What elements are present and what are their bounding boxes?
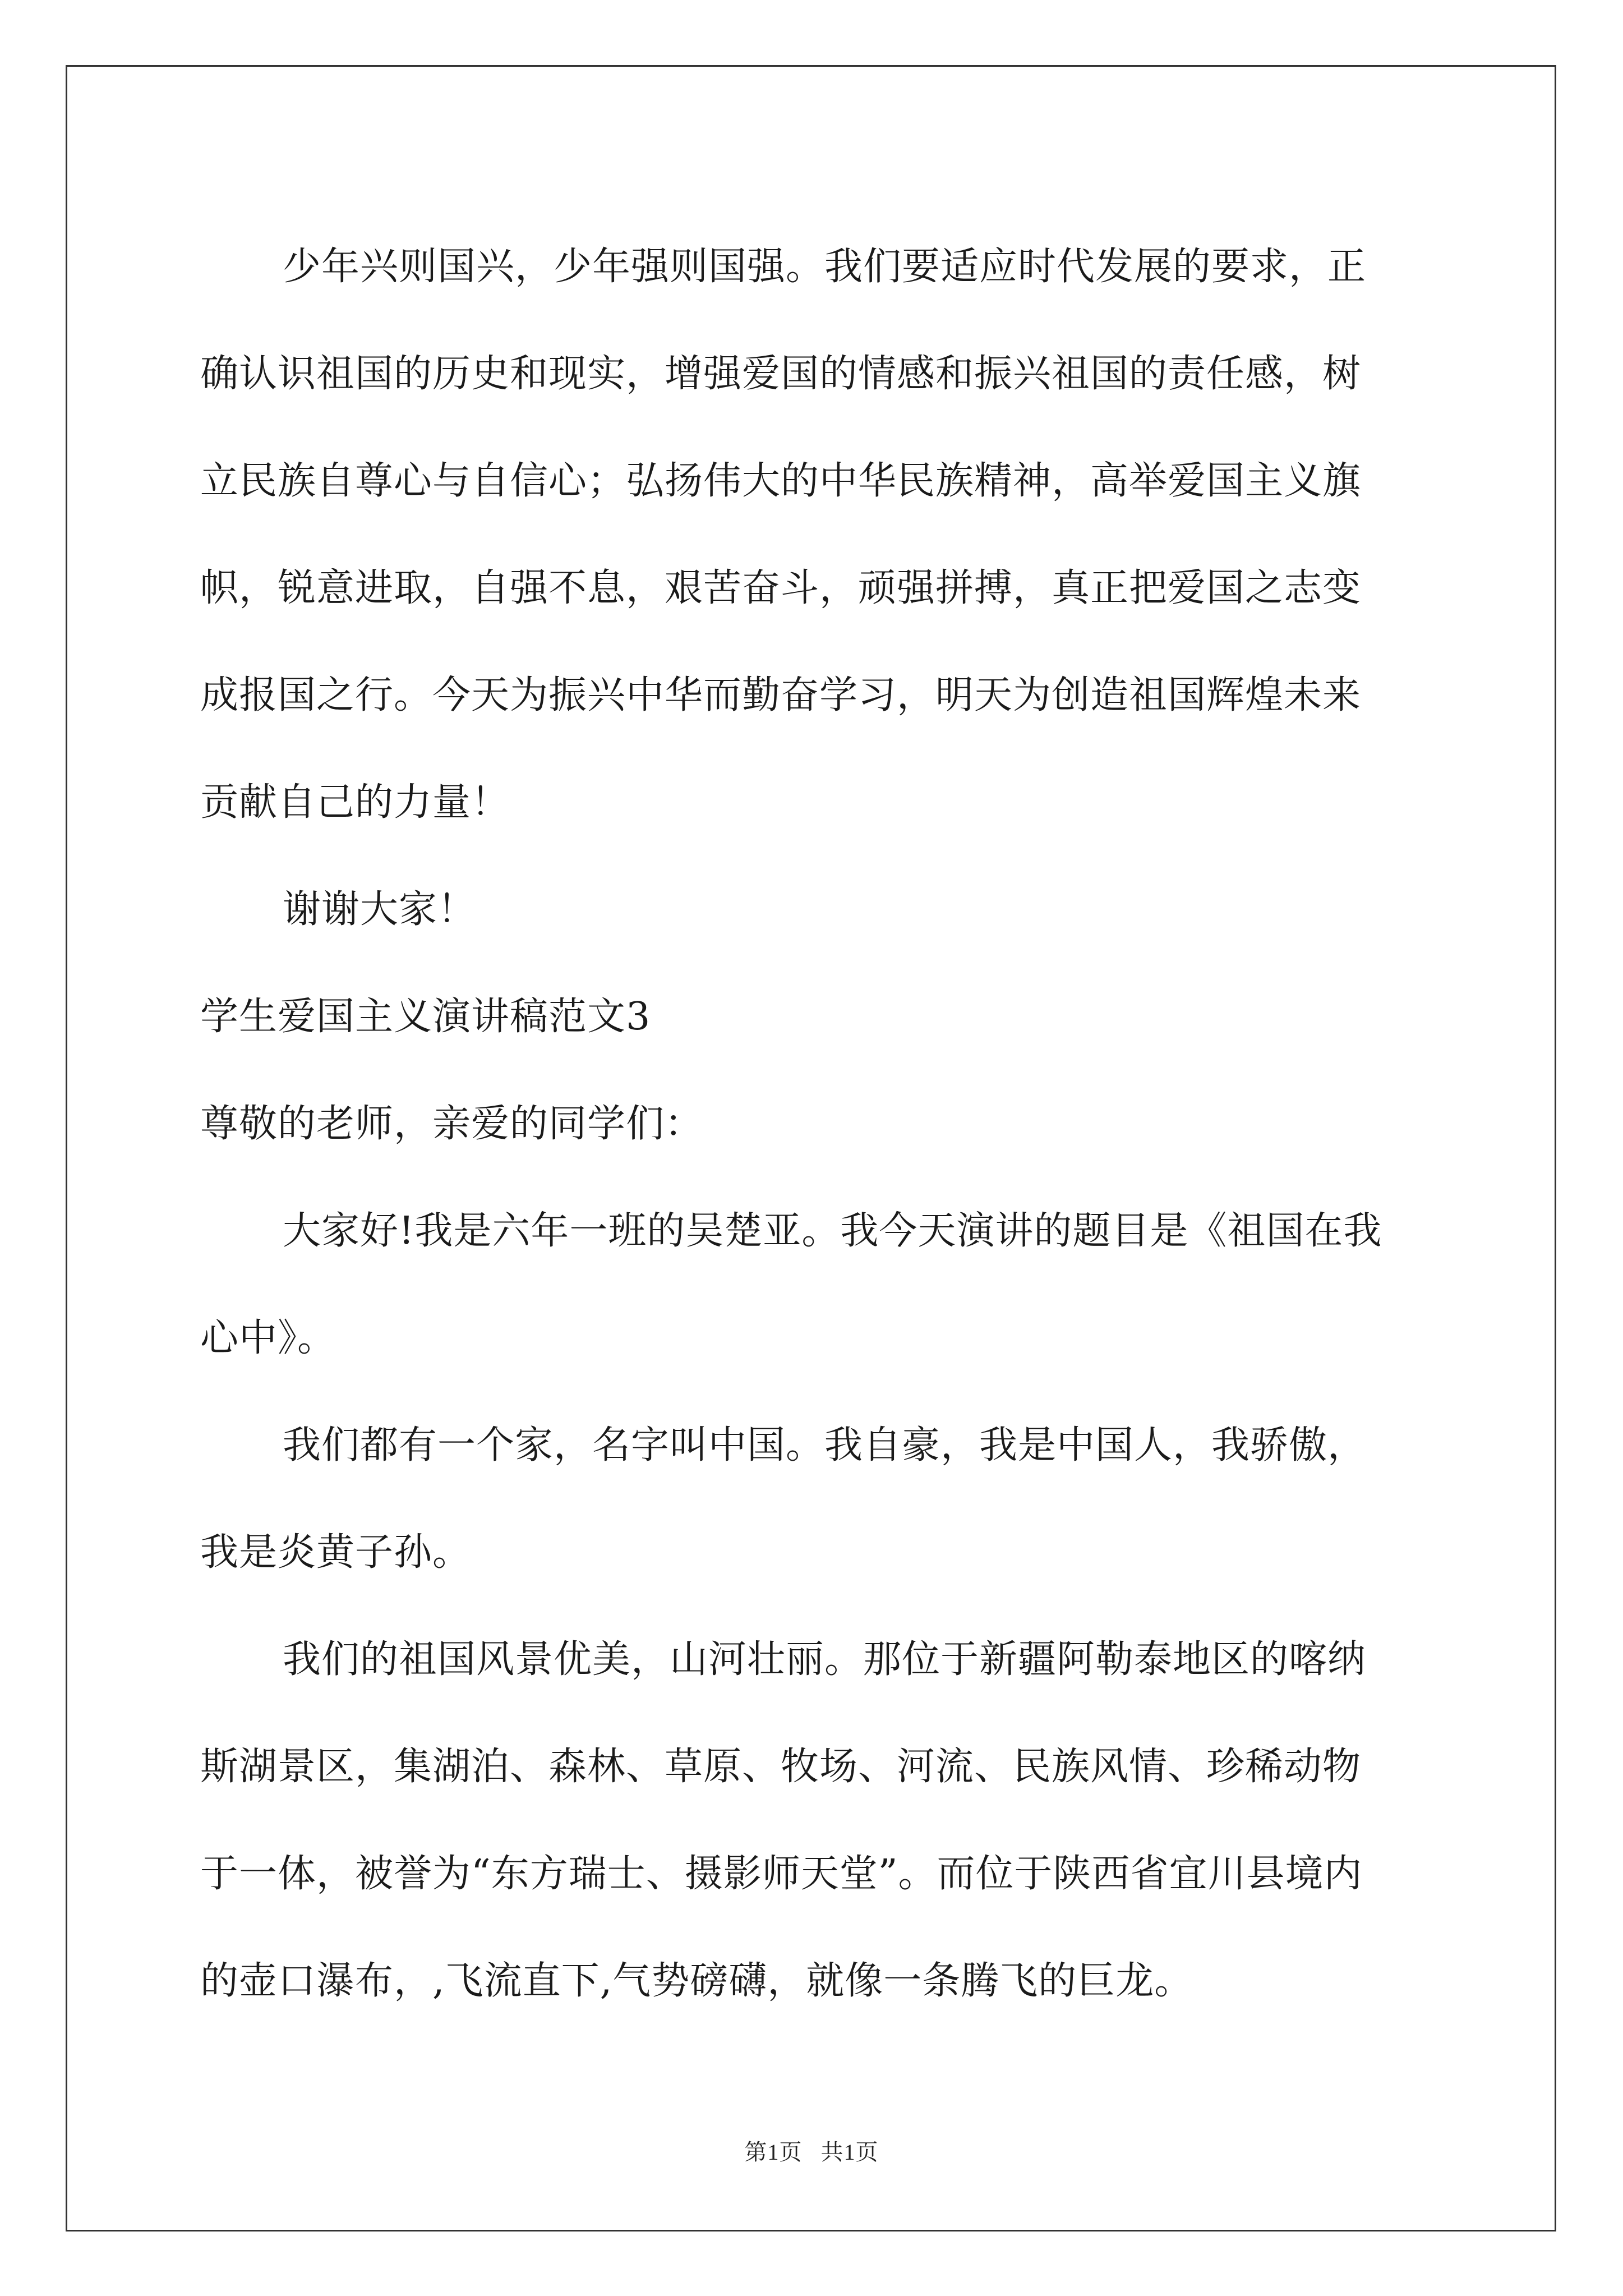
text-line: 帜，锐意进取，自强不息，艰苦奋斗，顽强拼搏，真正把爱国之志变: [200, 566, 1362, 610]
page-number: 第1页: [744, 2139, 803, 2165]
text-line: 贡献自己的力量！: [200, 780, 510, 825]
paragraph: [200, 856, 1434, 963]
text-line: 我是炎黄子孙。: [200, 1530, 472, 1575]
text-line: 于一体，被誉为“东方瑞士、摄影师天堂”。而位于陕西省宜川县境内: [200, 1852, 1363, 1896]
paragraph: [200, 1392, 1434, 1606]
text-line: 成报国之行。今天为振兴中华而勤奋学习，明天为创造祖国辉煌未来: [200, 673, 1362, 717]
text-line: 的壶口瀑布，,飞流直下,气势磅礴，就像一条腾飞的巨龙。: [200, 1959, 1193, 2003]
document-body: [200, 213, 1434, 2035]
section-title: [200, 963, 1434, 1070]
paragraph: [200, 1177, 1434, 1392]
text-line: 心中》。: [200, 1316, 336, 1360]
text-line: 学生爱国主义演讲稿范文3: [200, 995, 651, 1039]
text-line: 少年兴则国兴，少年强则国强。我们要适应时代发展的要求，正: [283, 245, 1367, 289]
paragraph: [200, 1606, 1434, 2035]
text-line: 立民族自尊心与自信心；弘扬伟大的中华民族精神，高举爱国主义旗: [200, 459, 1362, 503]
text-line: 我们的祖国风景优美，山河壮丽。那位于新疆阿勒泰地区的喀纳: [283, 1637, 1367, 1682]
text-line: 我们都有一个家，名字叫中国。我自豪，我是中国人，我骄傲，: [283, 1423, 1367, 1467]
paragraph: [200, 213, 1434, 856]
text-line: 大家好!我是六年一班的吴楚亚。我今天演讲的题目是《祖国在我: [283, 1209, 1382, 1253]
page-total: 共1页: [820, 2139, 879, 2165]
text-line: 谢谢大家！: [283, 887, 477, 932]
salutation: [200, 1070, 1434, 1177]
text-line: 确认识祖国的历史和现实，增强爱国的情感和振兴祖国的责任感，树: [200, 352, 1362, 396]
text-line: 斯湖景区，集湖泊、森林、草原、牧场、河流、民族风情、珍稀动物: [200, 1745, 1362, 1789]
text-line: 尊敬的老师，亲爱的同学们：: [200, 1102, 704, 1146]
page-footer: [0, 2134, 1623, 2166]
